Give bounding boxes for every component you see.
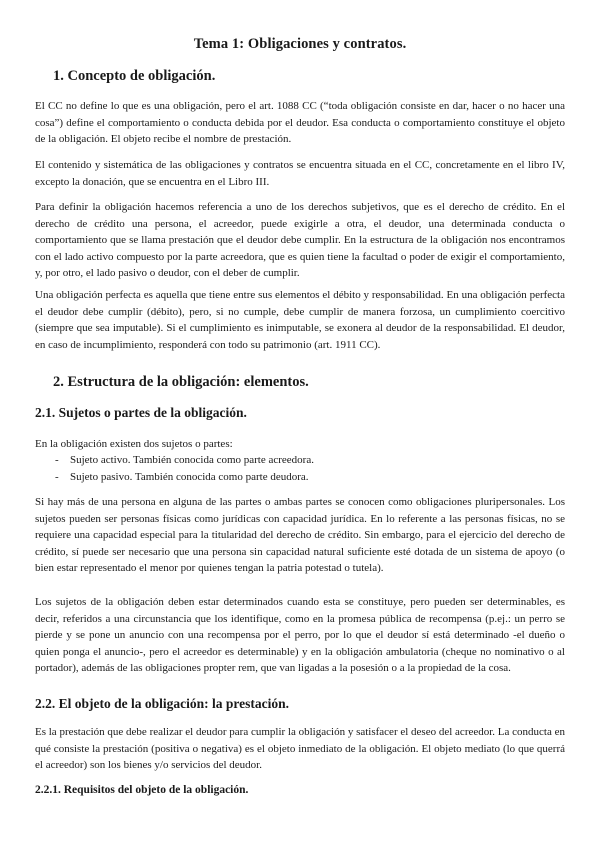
section-heading-concepto: 1. Concepto de obligación. [53,68,216,84]
subjects-list [35,452,314,485]
paragraph: Una obligación perfecta es aquella que tiene entre sus elementos el débito y responsabilidad. En una obligación perfecta el deudor debe cumplir (débito), pero, si no cumple, debe cumplir de manera forzosa, un cumplimiento coercitivo (siempre que sea imputable). Si el cumplimiento es inimputable, se exonera al deudor de la responsabilidad. El deudor, en caso de incumplimiento, responderá con todo su patrimonio (art. 1911 CC). [35,289,565,351]
subsection-heading-objeto: 2.2. El objeto de la obligación: la prestación. [35,696,290,711]
paragraph: Si hay más de una persona en alguna de las partes o ambas partes se conocen como obligaciones pluripersonales. Los sujetos pueden ser personas físicas como jurídicas con capacidad jurídica. En lo referente a las personas físicas, no se requiere una capacidad especial para la titularidad del derecho de crédito. Sin embargo, para el ejercicio del derecho de crédito, sí puede ser necesario que una persona sin capacidad natural suficiente esté dotada de un sistema de apoyo (o bien estar representado el menor por quienes tengan la patria potestad o tutela). [35,496,565,574]
subsection-heading-sujetos: 2.1. Sujetos o partes de la obligación. [35,405,247,420]
list-item: - Sujeto activo. También conocida como parte acreedora. [35,452,314,469]
list-lead: En la obligación existen dos sujetos o partes: [35,438,233,450]
subsubsection-heading-requisitos: 2.2.1. Requisitos del objeto de la obligación. [35,784,249,796]
paragraph: Es la prestación que debe realizar el deudor para cumplir la obligación y satisfacer el deseo del acreedor. La conducta en qué consiste la prestación (positiva o negativa) es el objeto inmediato de la obligación. El objeto mediato (lo que querrá el acreedor) son los bienes y/o servicios del deudor. [35,726,565,771]
paragraph: Los sujetos de la obligación deben estar determinados cuando esta se constituye, pero pueden ser determinables, es decir, referidos a una circunstancia que los identifique, como en la promesa pública de recompensa (p.ej.: un perro se pierde y se pone un anuncio con una recompensa por el perro, por lo que el deudor sí está determinado -el dueño o quien ponga el anuncio-, pero el acreedor es determinable) y en la obligación ambulatoria (cheque no nominativo o al portador), además de las obligaciones propter rem, que van ligadas a la posesión o a la propiedad de la cosa. [35,596,565,674]
document-title: Tema 1: Obligaciones y contratos. [193,36,407,52]
paragraph: El contenido y sistemática de las obligaciones y contratos se encuentra situada en el CC, concretamente en el libro IV, excepto la donación, que se encuentra en el Libro III. [35,159,565,188]
paragraph: El CC no define lo que es una obligación, pero el art. 1088 CC (“toda obligación consiste en dar, hacer o no hacer una cosa”) define el comportamiento o conducta debida por el deudor. Esa conducta o comportamiento constituye el objeto de la obligación. El objeto recibe el nombre de prestación. [35,100,565,145]
section-heading-estructura: 2. Estructura de la obligación: elementos. [53,374,309,390]
list-item: - Sujeto pasivo. También conocida como parte deudora. [35,469,314,486]
paragraph: Para definir la obligación hacemos referencia a uno de los derechos subjetivos, que es el derecho de crédito. En el derecho de crédito una persona, el acreedor, puede exigirle a otra, el deudor, una determinada conducta o comportamiento que se llama prestación que el deudor debe cumplir. En la estructura de la obligación nos encontramos con el lado activo compuesto por la parte acreedora, que es quien tiene la facultad o poder de exigir el comportamiento, y, por otro, el lado pasivo o deudor, con el deber de cumplir. [35,201,565,279]
